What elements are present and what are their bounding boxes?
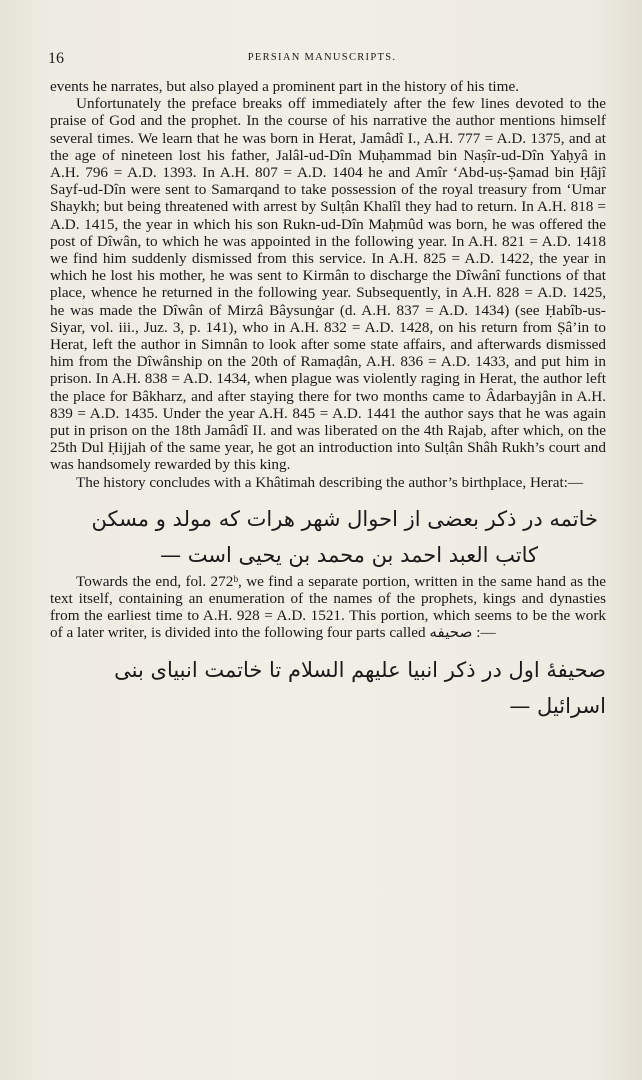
persian-line: خاتمه در ذکر بعضی از احوال شهر هرات که مولد و مسکن — [91, 506, 598, 531]
page-header — [48, 50, 596, 72]
persian-quotation-khatimah — [50, 501, 606, 573]
body-text — [50, 78, 606, 724]
paragraph-preface: Unfortunately the preface breaks off immediately after the few lines devoted to the praise of God and the prophet. In the course of his narrative the author mentions himself several times. We learn that he was born in Herat, Jamâdî I., A.H. 777 = A.D. 1375, and at the age of nineteen lost his father, Jalâl-ud-Dîn Muḥammad bin Naṣîr-ud-Dîn Yaḥyâ in A.H. 796 = A.D. 1393. In A.H. 807 = A.D. 1404 he and Amîr ‘Abd-uṣ-Ṣamad bin Ḥâjî Sayf-ud-Dîn were sent to Samarqand to take possession of the royal treasury from ‘Umar Shaykh; but being threatened with arrest by Sulṭân Khalîl they had to return. In A.H. 818 = A.D. 1415, the year in which his son Rukn-ud-Dîn Maḥmûd was born, he was offered the post of Dîwân, to which he was appointed in the following year. In A.H. 821 = A.D. 1418 we find him suddenly dismissed from this service. In A.H. 825 = A.D. 1422, the year in which he lost his mother, he was sent to Kirmân to discharge the Dîwânî functions of that place, whence he returned in the following year. Subsequently, in A.H. 828 = A.D. 1425, he was made the Dîwân of Mirzâ Bâysunġar (d. A.H. 837 = A.D. 1434) (see Ḥabîb-us-Siyar, vol. iii., Juz. 3, p. 141), who in A.H. 832 = A.D. 1428, on his return from Ṣâ’in to Herat, left the author in Simnân to look after some state affairs, and afterwards dismissed him from the Dîwânship on the 20th of Ramaḍân, A.H. 836 = A.D. 1433, and put him in prison. In A.H. 838 = A.D. 1434, when plague was violently raging in Herat, the author left the place for Bâkharz, and after staying there for two months came to Âdarbayjân in A.H. 839 = A.D. 1435. Under the year A.H. 845 = A.D. 1441 the author says that he was again put in prison on the 18th Jamâdî II. and was liberated on the 4th Rajab, after which, on the 25th Dul Ḥijjah of the same year, he got an introduction into Sulṭân Shâh Rukh’s court and was handsomely rewarded by this king. — [50, 95, 606, 474]
paragraph-khatimah: The history concludes with a Khâtimah describing the author’s birthplace, Herat:— — [76, 473, 584, 491]
paragraph-continuation: events he narrates, but also played a prominent part in the history of his time. — [50, 78, 520, 95]
persian-line: اسرائیل — — [509, 693, 606, 718]
running-head: PERSIAN MANUSCRIPTS. — [247, 52, 397, 63]
persian-line: صحیفهٔ اول در ذکر انبیا علیهم السلام تا خاتمت انبیای بنی — [114, 657, 606, 682]
page-number: 16 — [48, 50, 64, 67]
persian-quotation-sahifah — [50, 652, 606, 724]
paragraph-separate-portion: Towards the end, fol. 272ᵇ, we find a separate portion, written in the same hand as the text itself, containing an enumeration of the names of the prophets, kings and dynasties from the earliest time to A.H. 928 = A.D. 1521. This portion, which seems to be the work of a later writer, is divided into the following four parts called صحیفه :— — [50, 572, 606, 642]
persian-line: کاتب العبد احمد بن محمد بن یحیی است — — [160, 542, 538, 567]
